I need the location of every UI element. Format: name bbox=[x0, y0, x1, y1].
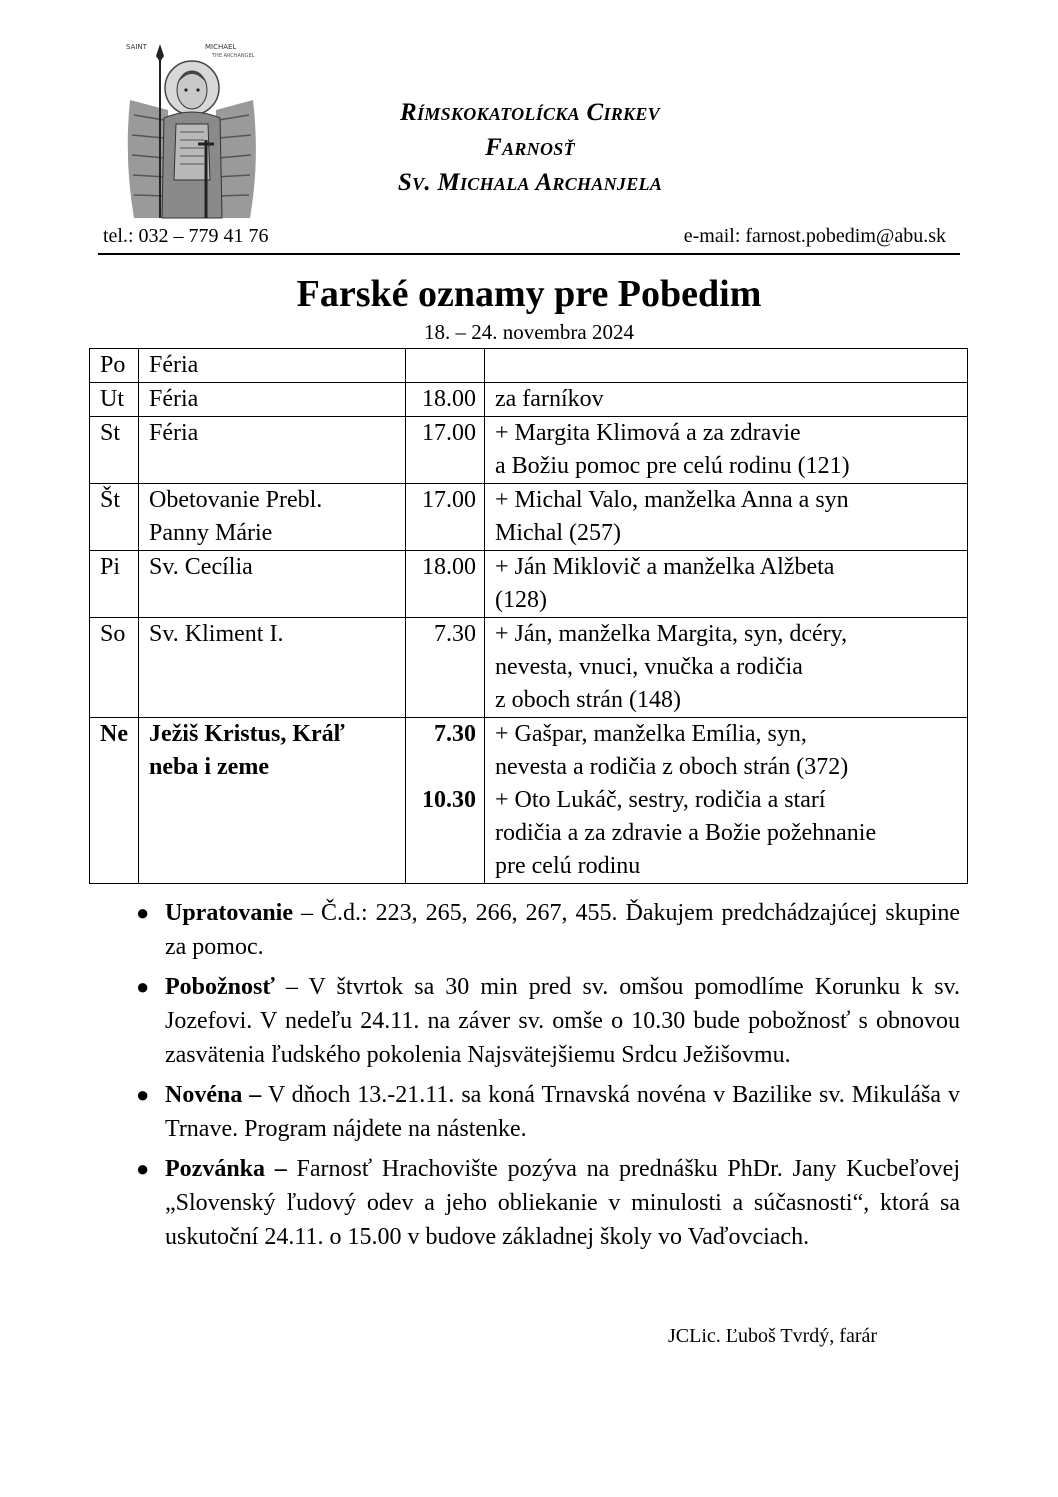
intention-line: pre celú rodinu bbox=[495, 853, 641, 879]
bullet-icon: ● bbox=[136, 1082, 150, 1107]
intention-line: za farníkov bbox=[495, 386, 604, 412]
announcement-item bbox=[130, 1078, 960, 1146]
feast-cell bbox=[139, 618, 406, 718]
announcement-text: – V štvrtok sa 30 min pred sv. omšou pomodlíme Korunku k sv. Jozefovi. V nedeľu 24.11. na záver sv. omše o 10.30 bude pobožnosť s obnovou zasvätenia ľudského pokolenia Najsvätejšiemu Srdcu Ježišovmu. bbox=[165, 974, 960, 1068]
church-header bbox=[290, 95, 770, 200]
time-cell bbox=[406, 551, 485, 618]
time-spacer bbox=[416, 450, 476, 483]
intention-cell bbox=[485, 484, 968, 551]
time-cell bbox=[406, 618, 485, 718]
schedule-row bbox=[90, 383, 968, 417]
time-cell bbox=[406, 383, 485, 417]
mass-time: 7.30 bbox=[434, 621, 476, 647]
time-spacer bbox=[416, 684, 476, 717]
parish-label: Farnosť bbox=[485, 134, 575, 161]
feast-line: Ježiš Kristus, Kráľ bbox=[149, 721, 345, 747]
contact-line bbox=[98, 225, 960, 255]
date-range: 18. – 24. novembra 2024 bbox=[424, 320, 634, 344]
feast-cell bbox=[139, 551, 406, 618]
intention-cell bbox=[485, 618, 968, 718]
svg-text:MICHAEL: MICHAEL bbox=[205, 43, 237, 51]
time-spacer bbox=[416, 651, 476, 684]
day-cell: Pi bbox=[90, 551, 139, 618]
announcements-list bbox=[130, 896, 960, 1260]
svg-text:THE ARCHANGEL: THE ARCHANGEL bbox=[212, 53, 255, 59]
mass-time: 18.00 bbox=[422, 386, 476, 412]
announcement-label: Pobožnosť bbox=[165, 974, 275, 1000]
mass-schedule-table bbox=[89, 348, 968, 884]
schedule-row bbox=[90, 718, 968, 884]
intention-line: a Božiu pomoc pre celú rodinu (121) bbox=[495, 453, 850, 479]
time-spacer bbox=[416, 817, 476, 850]
mass-time: 17.00 bbox=[422, 487, 476, 513]
day-cell: Št bbox=[90, 484, 139, 551]
feast-cell bbox=[139, 383, 406, 417]
announcement-text: V dňoch 13.-21.11. sa koná Trnavská novéna v Bazilike sv. Mikuláša v Trnave. Program nájdete na nástenke. bbox=[165, 1082, 960, 1142]
mass-time: 17.00 bbox=[422, 420, 476, 446]
announcement-label: Novéna – bbox=[165, 1082, 262, 1108]
signature: JCLic. Ľuboš Tvrdý, farár bbox=[668, 1325, 878, 1347]
intention-line: rodičia a za zdravie a Božie požehnanie bbox=[495, 820, 877, 846]
intention-line: nevesta a rodičia z oboch strán (372) bbox=[495, 754, 849, 780]
time-cell bbox=[406, 349, 485, 383]
intention-line: z oboch strán (148) bbox=[495, 687, 681, 713]
mass-time bbox=[416, 349, 476, 382]
feast-line: neba i zeme bbox=[149, 754, 269, 780]
announcement-item bbox=[130, 1152, 960, 1254]
mass-time: 18.00 bbox=[422, 554, 476, 580]
svg-text:SAINT: SAINT bbox=[126, 43, 147, 51]
feast-cell bbox=[139, 417, 406, 484]
intention-cell bbox=[485, 383, 968, 417]
parish-name: Sv. Michala Archanjela bbox=[397, 169, 663, 196]
intention-line: Michal (257) bbox=[495, 520, 621, 546]
time-spacer bbox=[416, 517, 476, 550]
feast-cell bbox=[139, 718, 406, 884]
intention-line: (128) bbox=[495, 587, 547, 613]
announcement-label: Upratovanie bbox=[165, 900, 293, 926]
church-name: Rímskokatolícka Cirkev bbox=[400, 99, 660, 126]
intention-cell bbox=[485, 718, 968, 884]
feast-line: Féria bbox=[149, 386, 199, 412]
announcement-item bbox=[130, 896, 960, 964]
feast-line: Féria bbox=[149, 420, 199, 446]
mass-time: 7.30 bbox=[434, 721, 476, 747]
time-cell bbox=[406, 484, 485, 551]
time-cell bbox=[406, 718, 485, 884]
announcement-text: – Č.d.: 223, 265, 266, 267, 455. Ďakujem predchádzajúcej skupine za pomoc. bbox=[165, 900, 960, 960]
feast-line: Panny Márie bbox=[149, 520, 273, 546]
schedule-row bbox=[90, 551, 968, 618]
announcement-text: Farnosť Hrachovište pozýva na prednášku PhDr. Jany Kucbeľovej „Slovenský ľudový odev a jeho obliekanie v minulosti a súčasnosti“, ktorá sa uskutoční 24.11. o 15.00 v budove základnej školy vo Vaďovciach. bbox=[165, 1156, 960, 1250]
day-cell: So bbox=[90, 618, 139, 718]
intention-line: + Oto Lukáč, sestry, rodičia a starí bbox=[495, 787, 826, 813]
time-spacer bbox=[416, 584, 476, 617]
schedule-row bbox=[90, 349, 968, 383]
day-cell: St bbox=[90, 417, 139, 484]
intention-cell bbox=[485, 349, 968, 383]
schedule-row bbox=[90, 618, 968, 718]
feast-line: Sv. Cecília bbox=[149, 554, 253, 580]
intention-cell bbox=[485, 417, 968, 484]
intention-line: + Gašpar, manželka Emília, syn, bbox=[495, 721, 807, 747]
mass-time: 10.30 bbox=[422, 787, 476, 813]
intention-line bbox=[495, 349, 957, 382]
intention-line: + Ján, manželka Margita, syn, dcéry, bbox=[495, 621, 848, 647]
phone-number: tel.: 032 – 779 41 76 bbox=[103, 225, 269, 247]
intention-line: + Ján Miklovič a manželka Alžbeta bbox=[495, 554, 835, 580]
intention-cell bbox=[485, 551, 968, 618]
intention-line: + Michal Valo, manželka Anna a syn bbox=[495, 487, 849, 513]
schedule-row bbox=[90, 417, 968, 484]
email-address: e-mail: farnost.pobedim@abu.sk bbox=[683, 225, 946, 247]
feast-line: Féria bbox=[149, 352, 199, 378]
feast-cell bbox=[139, 484, 406, 551]
intention-line: + Margita Klimová a za zdravie bbox=[495, 420, 801, 446]
day-cell: Po bbox=[90, 349, 139, 383]
feast-cell bbox=[139, 349, 406, 383]
announcement-item bbox=[130, 970, 960, 1072]
day-cell: Ut bbox=[90, 383, 139, 417]
time-spacer bbox=[416, 751, 476, 784]
time-cell bbox=[406, 417, 485, 484]
bullet-icon: ● bbox=[136, 1156, 150, 1181]
saint-michael-icon bbox=[120, 40, 263, 222]
intention-line: nevesta, vnuci, vnučka a rodičia bbox=[495, 654, 803, 680]
time-spacer bbox=[416, 850, 476, 883]
feast-line: Sv. Kliment I. bbox=[149, 621, 284, 647]
bullet-icon: ● bbox=[136, 900, 150, 925]
feast-line: Obetovanie Prebl. bbox=[149, 487, 323, 513]
bullet-icon: ● bbox=[136, 974, 150, 999]
announcement-label: Pozvánka – bbox=[165, 1156, 287, 1182]
schedule-row bbox=[90, 484, 968, 551]
day-cell: Ne bbox=[90, 718, 139, 884]
page-title: Farské oznamy pre Pobedim bbox=[296, 273, 762, 315]
